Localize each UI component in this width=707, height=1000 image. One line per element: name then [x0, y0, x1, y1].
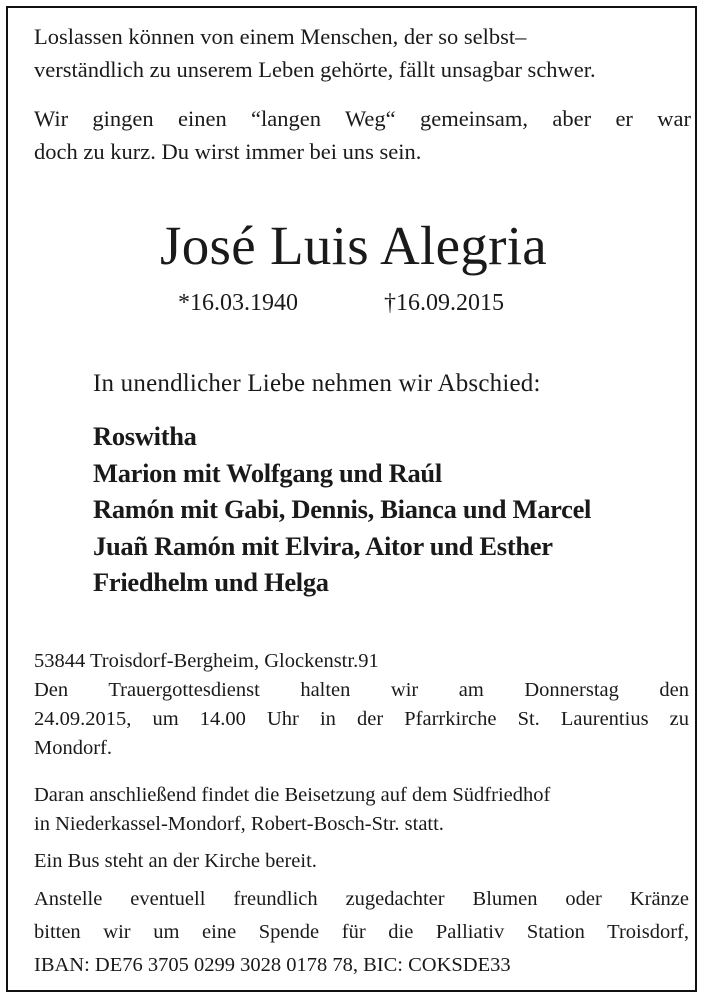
donation-line-3: IBAN: DE76 3705 0299 3028 0178 78, BIC: COKSDE33	[34, 954, 511, 976]
intro-line-2: verständlich zu unserem Leben gehörte, fällt unsagbar schwer.	[34, 57, 596, 82]
bus-note: Ein Bus steht an der Kirche bereit.	[34, 850, 317, 872]
mourner-name: Marion mit Wolfgang und Raúl	[93, 457, 442, 488]
intro-line-3: Wir gingen einen “langen Weg“ gemeinsam, aber er war	[34, 106, 691, 131]
burial-line-2: in Niederkassel-Mondorf, Robert-Bosch-Str. statt.	[34, 813, 444, 835]
mourner-name: Juañ Ramón mit Elvira, Aitor und Esther	[93, 530, 553, 561]
donation-line-1: Anstelle eventuell freundlich zugedachter Blumen oder Kränze	[34, 888, 689, 910]
mourners-list	[93, 418, 591, 601]
service-line-3: Mondorf.	[34, 737, 113, 759]
intro-line-4: doch zu kurz. Du wirst immer bei uns sein.	[34, 139, 422, 164]
farewell-line: In unendlicher Liebe nehmen wir Abschied:	[93, 370, 541, 397]
mourner-name: Friedhelm und Helga	[93, 567, 329, 597]
mourner-name: Roswitha	[93, 421, 197, 451]
donation-line-2: bitten wir um eine Spende für die Palliativ Station Troisdorf,	[34, 921, 689, 943]
birth-date: *16.03.1940	[178, 290, 298, 316]
burial-line-1: Daran anschließend findet die Beisetzung auf dem Südfriedhof	[34, 784, 551, 806]
service-line-1: Den Trauergottesdienst halten wir am Donnerstag den	[34, 679, 689, 701]
mourner-name: Ramón mit Gabi, Dennis, Bianca und Marcel	[93, 494, 592, 524]
intro-line-1: Loslassen können von einem Menschen, der so selbst–	[34, 24, 527, 49]
death-date: †16.09.2015	[384, 290, 504, 316]
service-line-2: 24.09.2015, um 14.00 Uhr in der Pfarrkirche St. Laurentius zu	[34, 708, 689, 730]
deceased-name: José Luis Alegria	[160, 215, 547, 276]
address: 53844 Troisdorf-Bergheim, Glockenstr.91	[34, 650, 379, 672]
